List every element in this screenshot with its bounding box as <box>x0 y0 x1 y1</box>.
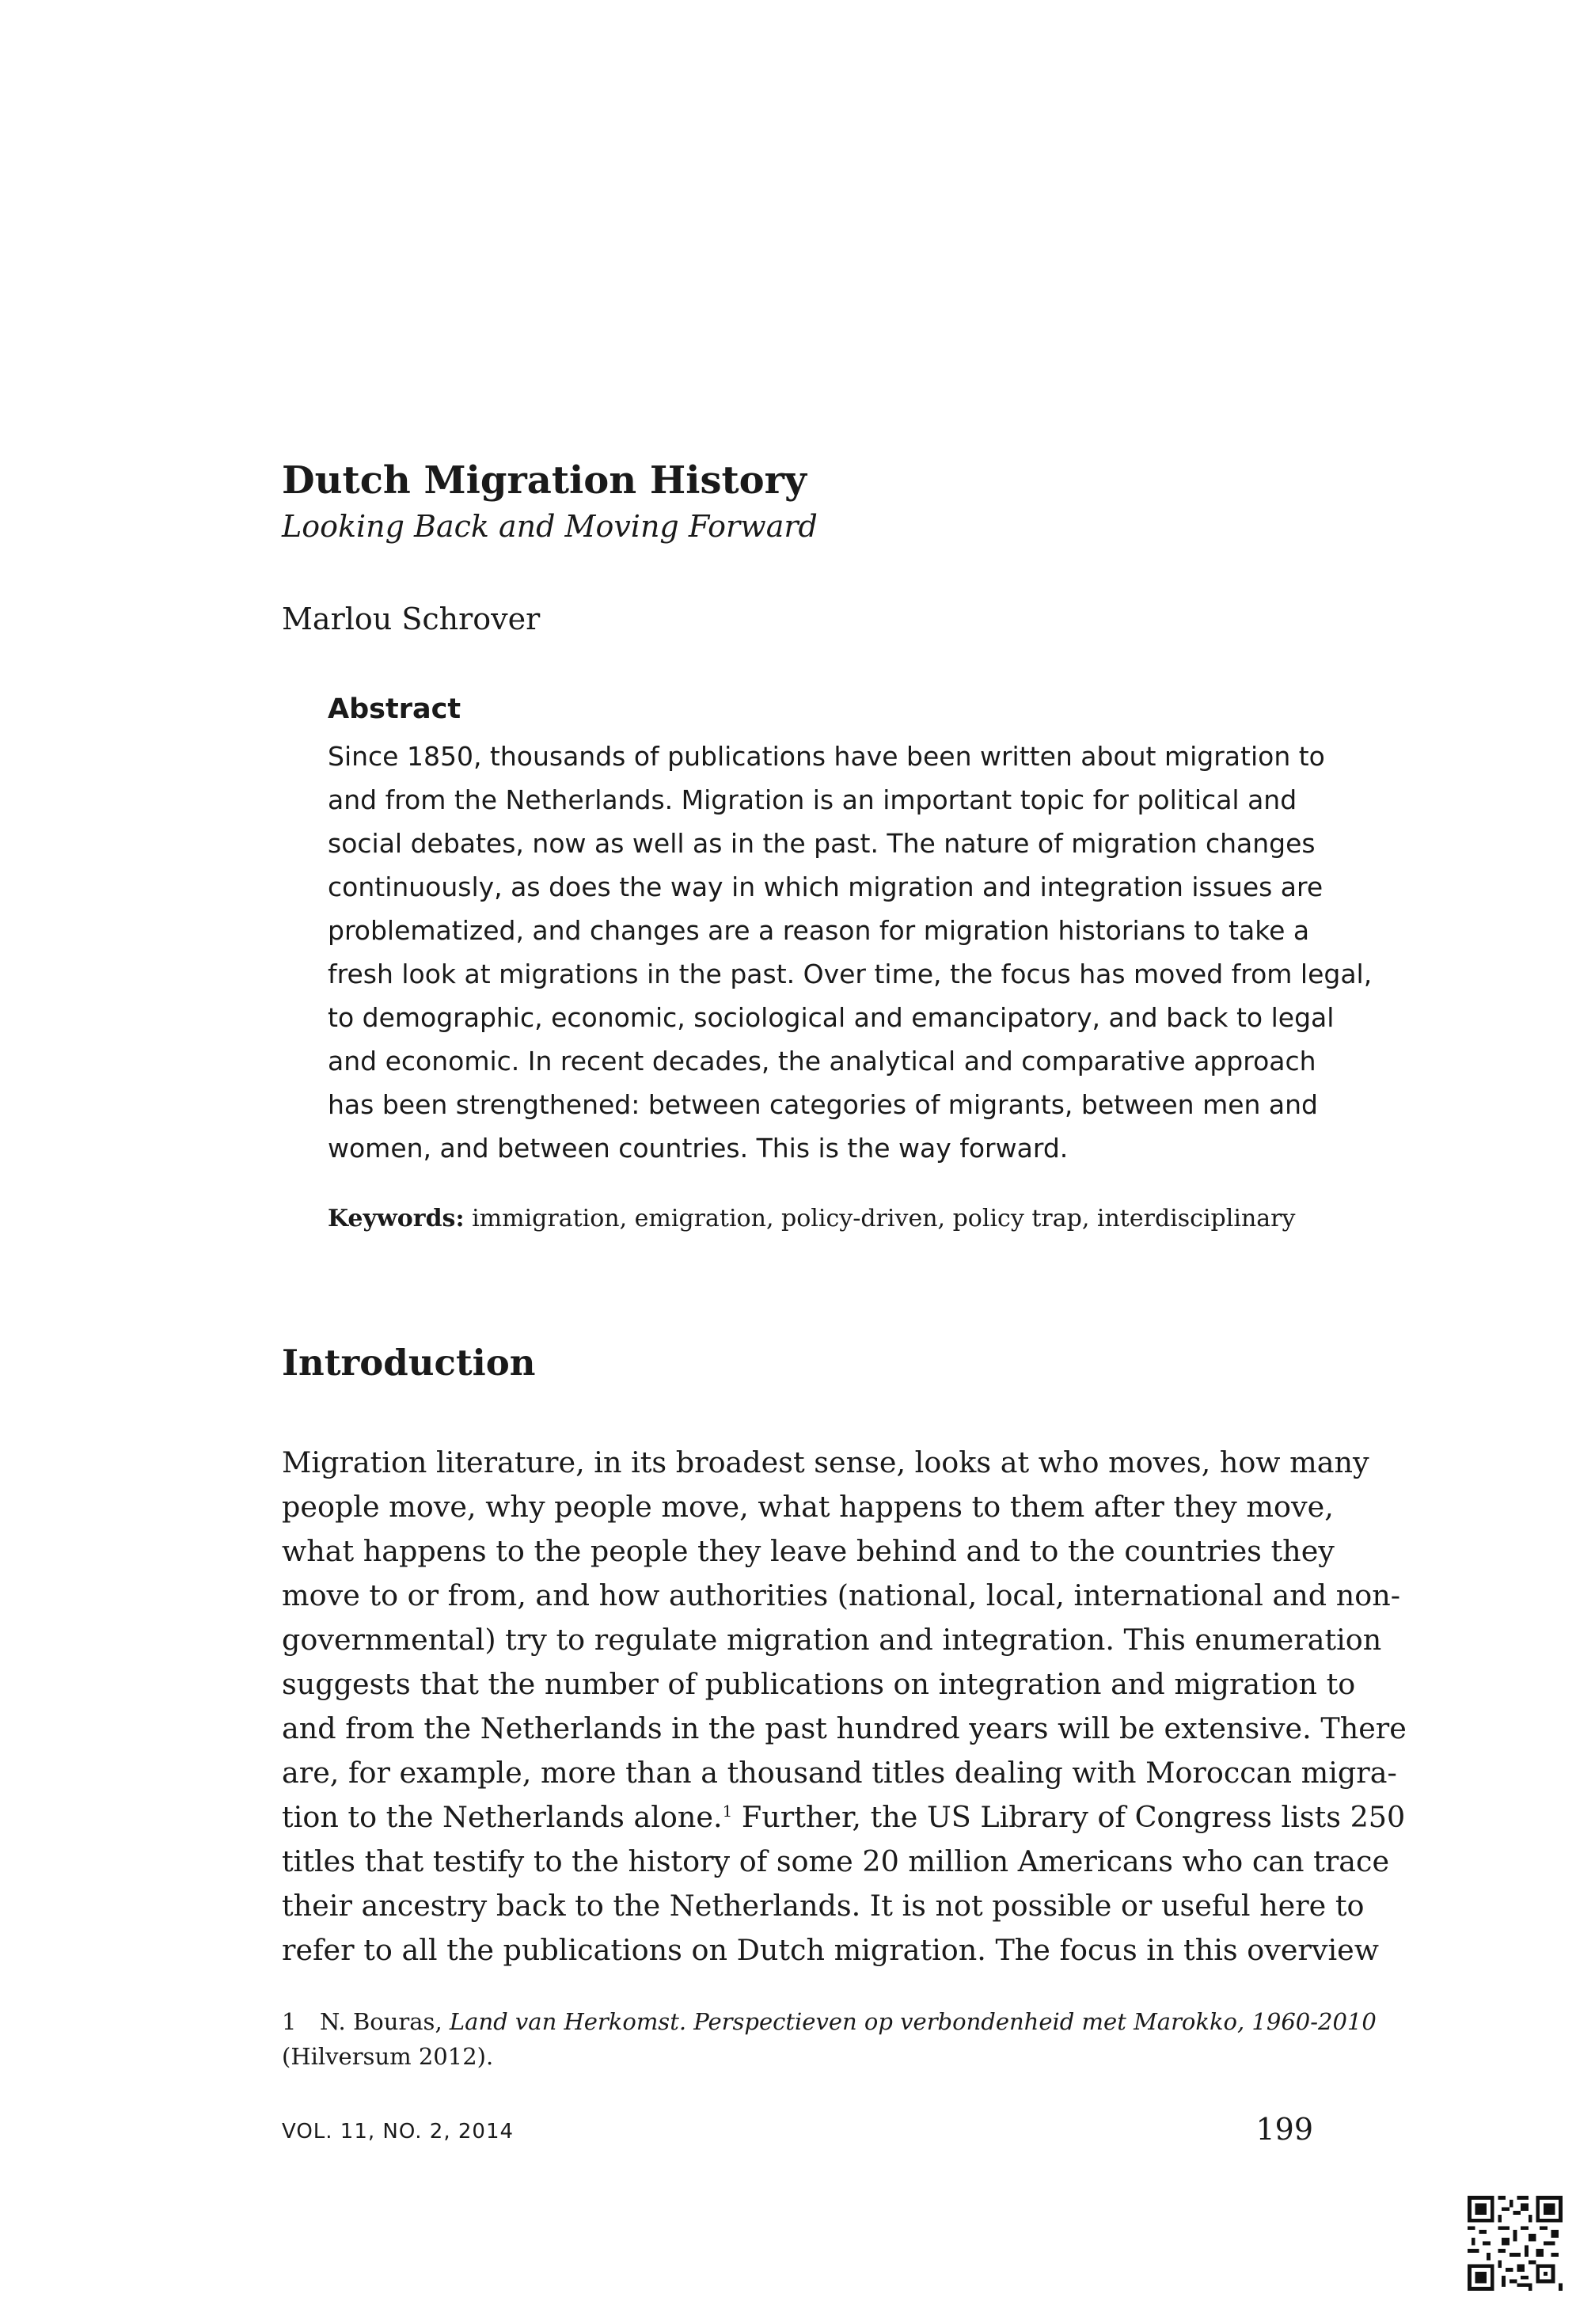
abstract-line: women, and between countries. This is the way forward. <box>328 1133 1069 1164</box>
abstract-text <box>328 735 1373 1170</box>
article-author: Marlou Schrover <box>282 602 541 636</box>
body-text-segment: Further, the US Library of Congress lists 250 <box>732 1800 1406 1834</box>
abstract-line: to demographic, economic, sociological and emancipatory, and back to legal <box>328 1002 1335 1033</box>
body-text-segment: tion to the Netherlands alone. <box>282 1800 723 1834</box>
page-number: 199 <box>1255 2112 1313 2147</box>
abstract-line: Since 1850, thousands of publications have been written about migration to <box>328 741 1325 772</box>
footnote-author: N. Bouras, <box>320 2008 442 2035</box>
abstract-line: social debates, now as well as in the past. The nature of migration changes <box>328 828 1316 859</box>
body-line: their ancestry back to the Netherlands. It is not possible or useful here to <box>282 1889 1365 1923</box>
footnote-reference[interactable]: 1 <box>722 1801 733 1821</box>
body-line: governmental) try to regulate migration and integration. This enumeration <box>282 1623 1382 1657</box>
body-line: move to or from, and how authorities (national, local, international and non- <box>282 1578 1401 1612</box>
article-subtitle: Looking Back and Moving Forward <box>282 509 818 544</box>
abstract-line: has been strengthened: between categories of migrants, between men and <box>328 1089 1319 1120</box>
article-title: Dutch Migration History <box>282 458 807 503</box>
footnote <box>282 2004 1377 2074</box>
body-line-with-footnote <box>282 1795 1406 1840</box>
body-line: titles that testify to the history of some 20 million Americans who can trace <box>282 1844 1390 1878</box>
keywords-text: immigration, emigration, policy-driven, policy trap, interdisciplinary <box>472 1205 1296 1232</box>
body-line: are, for example, more than a thousand titles dealing with Moroccan migra- <box>282 1756 1397 1790</box>
footnote-title: Land van Herkomst. Perspectieven op verbondenheid met Marokko, 1960-2010 <box>449 2008 1377 2035</box>
body-line: Migration literature, in its broadest sense, looks at who moves, how many <box>282 1445 1369 1479</box>
footnote-line <box>282 2004 1377 2039</box>
footnote-line: (Hilversum 2012). <box>282 2043 494 2070</box>
abstract-heading: Abstract <box>328 693 461 725</box>
body-line: refer to all the publications on Dutch migration. The focus in this overview <box>282 1933 1380 1967</box>
keywords-label: Keywords: <box>328 1205 465 1232</box>
body-line: what happens to the people they leave behind and to the countries they <box>282 1534 1335 1568</box>
abstract-line: fresh look at migrations in the past. Over time, the focus has moved from legal, <box>328 959 1373 989</box>
body-line: people move, why people move, what happens to them after they move, <box>282 1490 1334 1524</box>
body-line: suggests that the number of publications on integration and migration to <box>282 1667 1356 1701</box>
section-heading-introduction: Introduction <box>282 1342 536 1384</box>
keywords <box>328 1202 1295 1236</box>
abstract-line: and from the Netherlands. Migration is an important topic for political and <box>328 784 1297 815</box>
body-text <box>282 1441 1407 1973</box>
abstract-line: continuously, as does the way in which migration and integration issues are <box>328 872 1323 902</box>
abstract-line: problematized, and changes are a reason for migration historians to take a <box>328 915 1310 946</box>
footnote-number: 1 <box>282 2008 297 2035</box>
abstract-line: and economic. In recent decades, the analytical and comparative approach <box>328 1046 1316 1077</box>
journal-info: VOL. 11, NO. 2, 2014 <box>282 2120 515 2144</box>
qr-code-icon <box>1468 2196 1563 2291</box>
body-line: and from the Netherlands in the past hundred years will be extensive. There <box>282 1711 1407 1745</box>
